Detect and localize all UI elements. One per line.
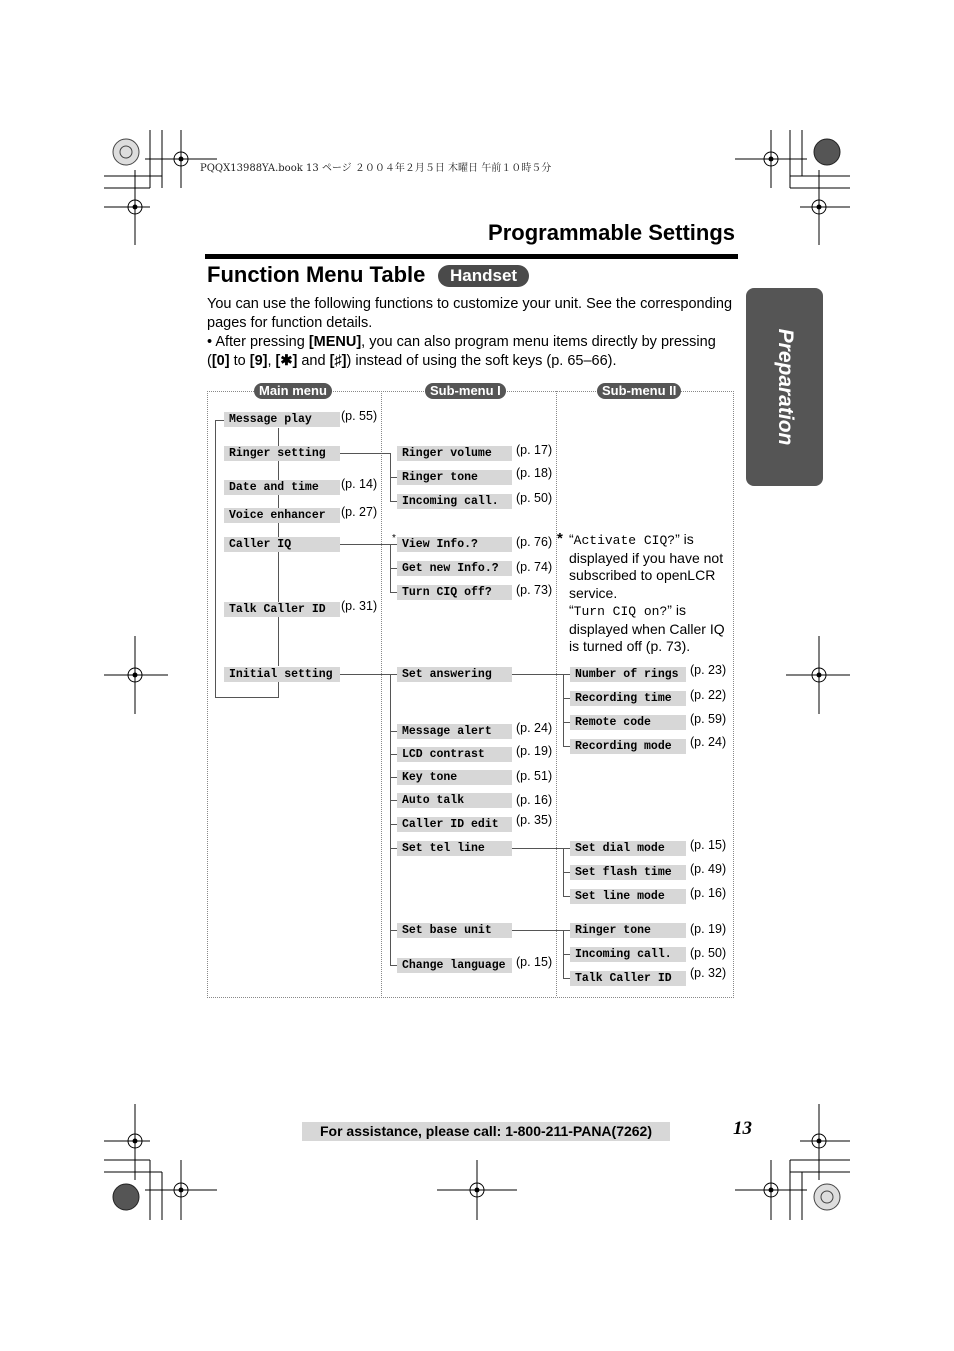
- page-title: Function Menu Table: [207, 262, 426, 287]
- preparation-tab-label: Preparation: [774, 328, 797, 446]
- bullet-text: ,: [267, 352, 276, 369]
- page-ref: (p. 32): [690, 966, 727, 980]
- caller-iq-footnote: [569, 531, 731, 656]
- assistance-footer: For assistance, please call: 1-800-211-PANA(7262): [302, 1122, 670, 1141]
- page-ref: (p. 15): [516, 955, 553, 969]
- page-ref: (p. 22): [690, 688, 727, 702]
- key-hash: [♯]: [329, 352, 347, 369]
- page-ref: (p. 17): [516, 443, 553, 457]
- page-ref: (p. 16): [690, 886, 727, 900]
- page-ref: (p. 49): [690, 862, 727, 876]
- sub-menu-1-item: Caller ID edit: [397, 817, 512, 832]
- bullet-marker: •: [207, 334, 213, 350]
- page-ref: (p. 14): [341, 477, 378, 491]
- sub-menu-1-item: Change language: [397, 958, 512, 973]
- sub-menu-2-item: Recording mode: [570, 739, 686, 754]
- main-menu-item: Message play: [224, 412, 340, 427]
- sub-menu-1-item: Ringer volume: [397, 446, 512, 461]
- bullet-text: After pressing: [215, 334, 309, 350]
- page-ref: (p. 50): [690, 946, 727, 960]
- sub-menu-1-item: Set answering: [397, 667, 512, 682]
- sub-menu-1-item: Incoming call.: [397, 494, 512, 509]
- sub-menu-1-header: Sub-menu I: [425, 383, 506, 399]
- main-menu-item: Caller IQ: [224, 537, 340, 552]
- page-ref: (p. 16): [516, 793, 553, 807]
- page-ref: (p. 76): [516, 535, 553, 549]
- page-ref: (p. 19): [690, 922, 727, 936]
- book-info-line: PQQX13988YA.book 13 ページ ２００４年２月５日 木曜日 午前１０時５分: [200, 163, 552, 174]
- branch-ringer: [340, 453, 390, 454]
- page-ref: (p. 18): [516, 466, 553, 480]
- page-ref: (p. 31): [341, 599, 378, 613]
- main-menu-header: Main menu: [254, 383, 332, 399]
- page-number: 13: [733, 1118, 752, 1139]
- sub-menu-2-header: Sub-menu II: [597, 383, 681, 399]
- note-text: “: [569, 602, 574, 618]
- page-ref: (p. 55): [341, 409, 378, 423]
- asterisk-marker: *: [392, 533, 396, 544]
- page-ref: (p. 15): [690, 838, 727, 852]
- intro-paragraph: You can use the following functions to customize your unit. See the corresponding pages for function details.: [207, 296, 733, 331]
- sub-menu-1-item: Ringer tone: [397, 470, 512, 485]
- page-ref: (p. 74): [516, 560, 553, 574]
- note-code: Activate CIQ?: [573, 533, 676, 548]
- sub-menu-2-item: Number of rings: [570, 667, 686, 682]
- sub-menu-2-item: Ringer tone: [570, 923, 686, 938]
- page-ref: (p. 19): [516, 744, 553, 758]
- sub-menu-2-item: Set line mode: [570, 889, 686, 904]
- column-divider: [381, 391, 382, 996]
- sub-menu-2-item: Talk Caller ID: [570, 971, 686, 986]
- branch-initial-trunk: [390, 674, 391, 965]
- section-title: Programmable Settings: [488, 220, 735, 245]
- bullet-text: , you can also program menu items directly by pressing (: [207, 334, 716, 369]
- sub-menu-1-item: Message alert: [397, 724, 512, 739]
- bullet-text: and: [297, 352, 330, 369]
- header-rule: [205, 254, 738, 259]
- page-ref: (p. 50): [516, 491, 553, 505]
- main-menu-item: Initial setting: [224, 667, 340, 682]
- loop-connector: [215, 420, 216, 698]
- page-ref: (p. 27): [341, 505, 378, 519]
- loop-connector: [215, 420, 224, 421]
- key-9: [9]: [249, 352, 268, 369]
- sub-menu-1-item: Turn CIQ off?: [397, 585, 512, 600]
- note-text: ” is displayed if you have not subscribed to openLCR service.: [569, 531, 724, 601]
- key-0: [0]: [211, 352, 230, 369]
- page-ref: (p. 59): [690, 712, 727, 726]
- sub-menu-2-item: Set dial mode: [570, 841, 686, 856]
- sub-menu-1-item: Set base unit: [397, 923, 512, 938]
- sub-menu-2-item: Set flash time: [570, 865, 686, 880]
- sub-menu-1-item: Get new Info.?: [397, 561, 512, 576]
- main-menu-item: Talk Caller ID: [224, 602, 340, 617]
- page-ref: (p. 24): [516, 721, 553, 735]
- note-text: ” is displayed when Caller IQ is turned off (p. 73).: [569, 602, 725, 654]
- menu-key: [MENU]: [308, 334, 362, 350]
- main-menu-item: Voice enhancer: [224, 508, 340, 523]
- bullet-text: ) instead of using the soft keys (p. 65–66).: [346, 352, 617, 369]
- column-divider: [556, 391, 557, 996]
- sub-menu-2-item: Incoming call.: [570, 947, 686, 962]
- page-ref: (p. 35): [516, 813, 553, 827]
- main-menu-item: Ringer setting: [224, 446, 340, 461]
- sub-menu-1-item: View Info.?: [397, 537, 512, 552]
- sub-menu-2-item: Recording time: [570, 691, 686, 706]
- key-star: [✱]: [275, 352, 298, 369]
- menu-shortcut-note: [207, 333, 737, 370]
- page-ref: (p. 51): [516, 769, 553, 783]
- sub-menu-1-item: Set tel line: [397, 841, 512, 856]
- loop-connector: [278, 682, 279, 698]
- sub-menu-2-item: Remote code: [570, 715, 686, 730]
- handset-badge: Handset: [438, 265, 529, 287]
- bullet-text: to: [229, 352, 250, 369]
- page-ref: (p. 23): [690, 663, 727, 677]
- note-text: “: [569, 531, 574, 547]
- loop-connector: [215, 697, 278, 698]
- branch-answering-trunk: [563, 674, 564, 746]
- sub-menu-1-item: LCD contrast: [397, 747, 512, 762]
- note-code: Turn CIQ on?: [573, 604, 668, 619]
- main-menu-item: Date and time: [224, 480, 340, 495]
- page-ref: (p. 24): [690, 735, 727, 749]
- note-marker: *: [557, 530, 563, 547]
- page-ref: (p. 73): [516, 583, 553, 597]
- sub-menu-1-item: Key tone: [397, 770, 512, 785]
- sub-menu-1-item: Auto talk: [397, 793, 512, 808]
